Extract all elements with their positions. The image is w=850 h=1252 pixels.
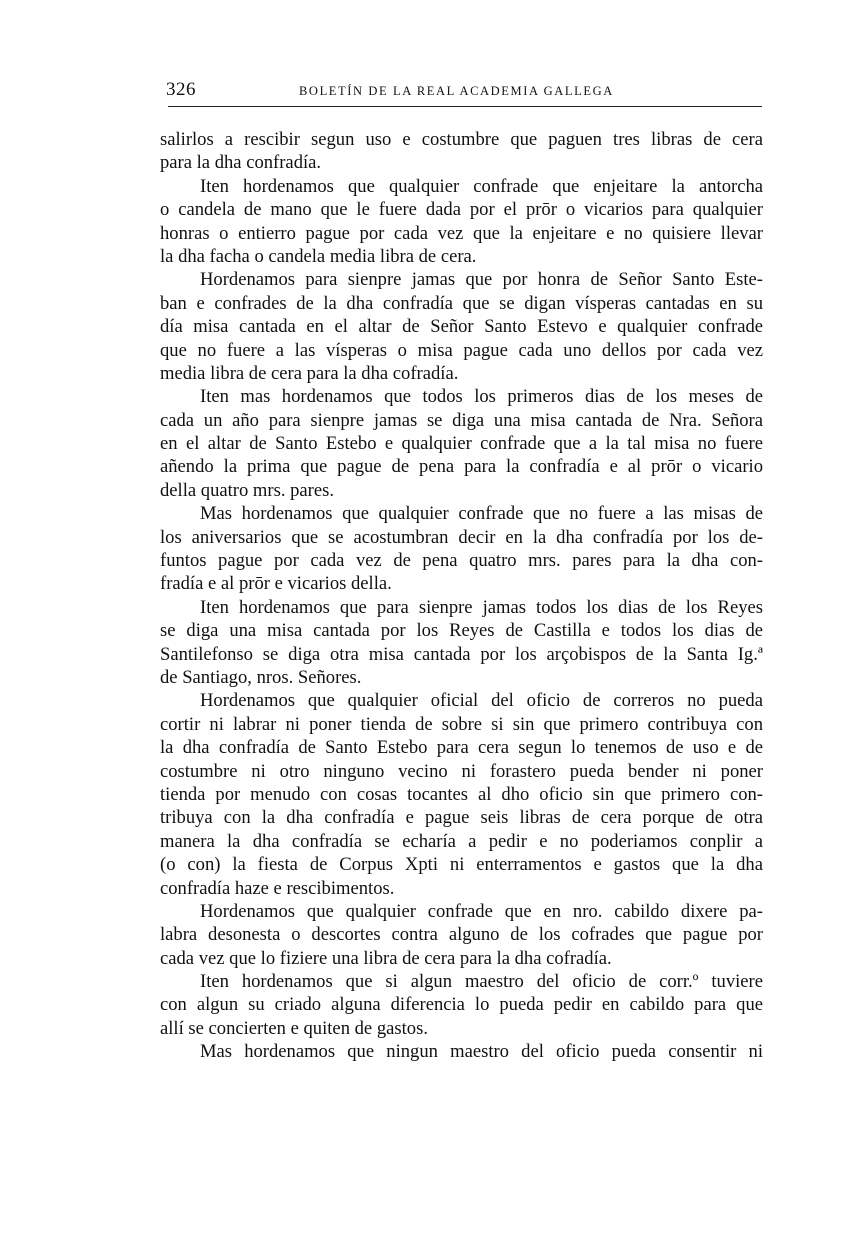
paragraph-8: [160, 900, 763, 970]
text-line: o candela de mano que le fuere dada por el prōr o vicarios para qualquier: [160, 199, 763, 221]
text-line: media libra de cera para la dha cofradía.: [160, 362, 459, 384]
header-rule: [168, 106, 762, 107]
text-line: ban e confrades de la dha confradía que se digan vísperas cantadas en su: [160, 292, 763, 314]
text-line: cortir ni labrar ni poner tienda de sobre si sin que primero contribuya con: [160, 713, 763, 735]
paragraph-6: [160, 596, 763, 690]
paragraph-2: [160, 175, 763, 269]
text-line: Hordenamos para sienpre jamas que por honra de Señor Santo Este-: [200, 269, 763, 291]
text-line: con algun su criado alguna diferencia lo pueda pedir en cabildo para que: [160, 994, 763, 1016]
text-line: Santilefonso se diga otra misa cantada por los arçobispos de la Santa Ig.ª: [160, 643, 763, 665]
text-line: tienda por menudo con cosas tocantes al dho oficio sin que primero con-: [160, 783, 763, 805]
text-line: en el altar de Santo Estebo e qualquier confrade que a la tal misa no fuere: [160, 433, 763, 455]
paragraph-10: [160, 1040, 763, 1063]
text-line: los aniversarios que se acostumbran decir en la dha confradía por los de-: [160, 526, 763, 548]
journal-title: BOLETÍN DE LA REAL ACADEMIA GALLEGA: [299, 84, 614, 98]
text-line: della quatro mrs. pares.: [160, 479, 334, 501]
text-line: confradía haze e rescibimentos.: [160, 877, 395, 899]
text-line: manera la dha confradía se echaría a pedir e no poderiamos conplir a: [160, 830, 763, 852]
text-line: Iten hordenamos que para sienpre jamas todos los dias de los Reyes: [200, 596, 763, 618]
paragraph-7: [160, 689, 763, 900]
text-line: Iten hordenamos que qualquier confrade que enjeitare la antorcha: [200, 175, 763, 197]
text-line: añendo la prima que pague de pena para la confradía e al prōr o vicario: [160, 456, 763, 478]
text-line: la dha facha o candela media libra de cera.: [160, 245, 477, 267]
text-line: (o con) la fiesta de Corpus Xpti ni enterramentos e gastos que la dha: [160, 854, 763, 876]
text-line: honras o entierro pague por cada vez que la enjeitare e no quisiere llevar: [160, 222, 763, 244]
text-line: fradía e al prōr e vicarios della.: [160, 573, 392, 595]
text-line: Iten hordenamos que si algun maestro del oficio de corr.º tuviere: [200, 971, 763, 993]
text-line: cada un año para sienpre jamas se diga una misa cantada de Nra. Señora: [160, 409, 763, 431]
paragraph-3: [160, 268, 763, 385]
running-head: [166, 78, 762, 104]
text-line: Mas hordenamos que qualquier confrade que no fuere a las misas de: [200, 503, 763, 525]
paragraph-9: [160, 970, 763, 1040]
text-line: salirlos a rescibir segun uso e costumbre que paguen tres libras de cera: [160, 129, 763, 150]
text-line: que no fuere a las vísperas o misa pague cada uno dellos por cada vez: [160, 339, 763, 361]
page-number: 326: [166, 79, 196, 100]
text-line: se diga una misa cantada por los Reyes de Castilla e todos los dias de: [160, 620, 763, 642]
text-line: labra desonesta o descortes contra alguno de los cofrades que pague por: [160, 924, 763, 946]
text-line: de Santiago, nros. Señores.: [160, 666, 362, 688]
paragraph-5: [160, 502, 763, 596]
text-line: allí se concierten e quiten de gastos.: [160, 1017, 428, 1039]
text-line: la dha confradía de Santo Estebo para cera segun lo tenemos de uso e de: [160, 737, 763, 759]
text-line: costumbre ni otro ninguno vecino ni forastero pueda bender ni poner: [160, 760, 763, 782]
text-line: Hordenamos que qualquier confrade que en nro. cabildo dixere pa-: [200, 900, 763, 922]
text-line: Hordenamos que qualquier oficial del oficio de correros no pueda: [200, 690, 763, 712]
text-line: tribuya con la dha confradía e pague seis libras de cera porque de otra: [160, 807, 763, 829]
text-line: cada vez que lo fiziere una libra de cera para la dha cofradía.: [160, 947, 612, 969]
body-text: [160, 128, 763, 1064]
text-line: Iten mas hordenamos que todos los primeros dias de los meses de: [200, 386, 763, 408]
paragraph-1: [160, 128, 763, 175]
text-line: Mas hordenamos que ningun maestro del oficio pueda consentir ni: [200, 1041, 763, 1063]
text-line: para la dha confradía.: [160, 152, 322, 174]
text-line: funtos pague por cada vez de pena quatro mrs. pares para la dha con-: [160, 550, 763, 572]
text-line: día misa cantada en el altar de Señor Santo Estevo e qualquier confrade: [160, 316, 763, 338]
paragraph-4: [160, 385, 763, 502]
